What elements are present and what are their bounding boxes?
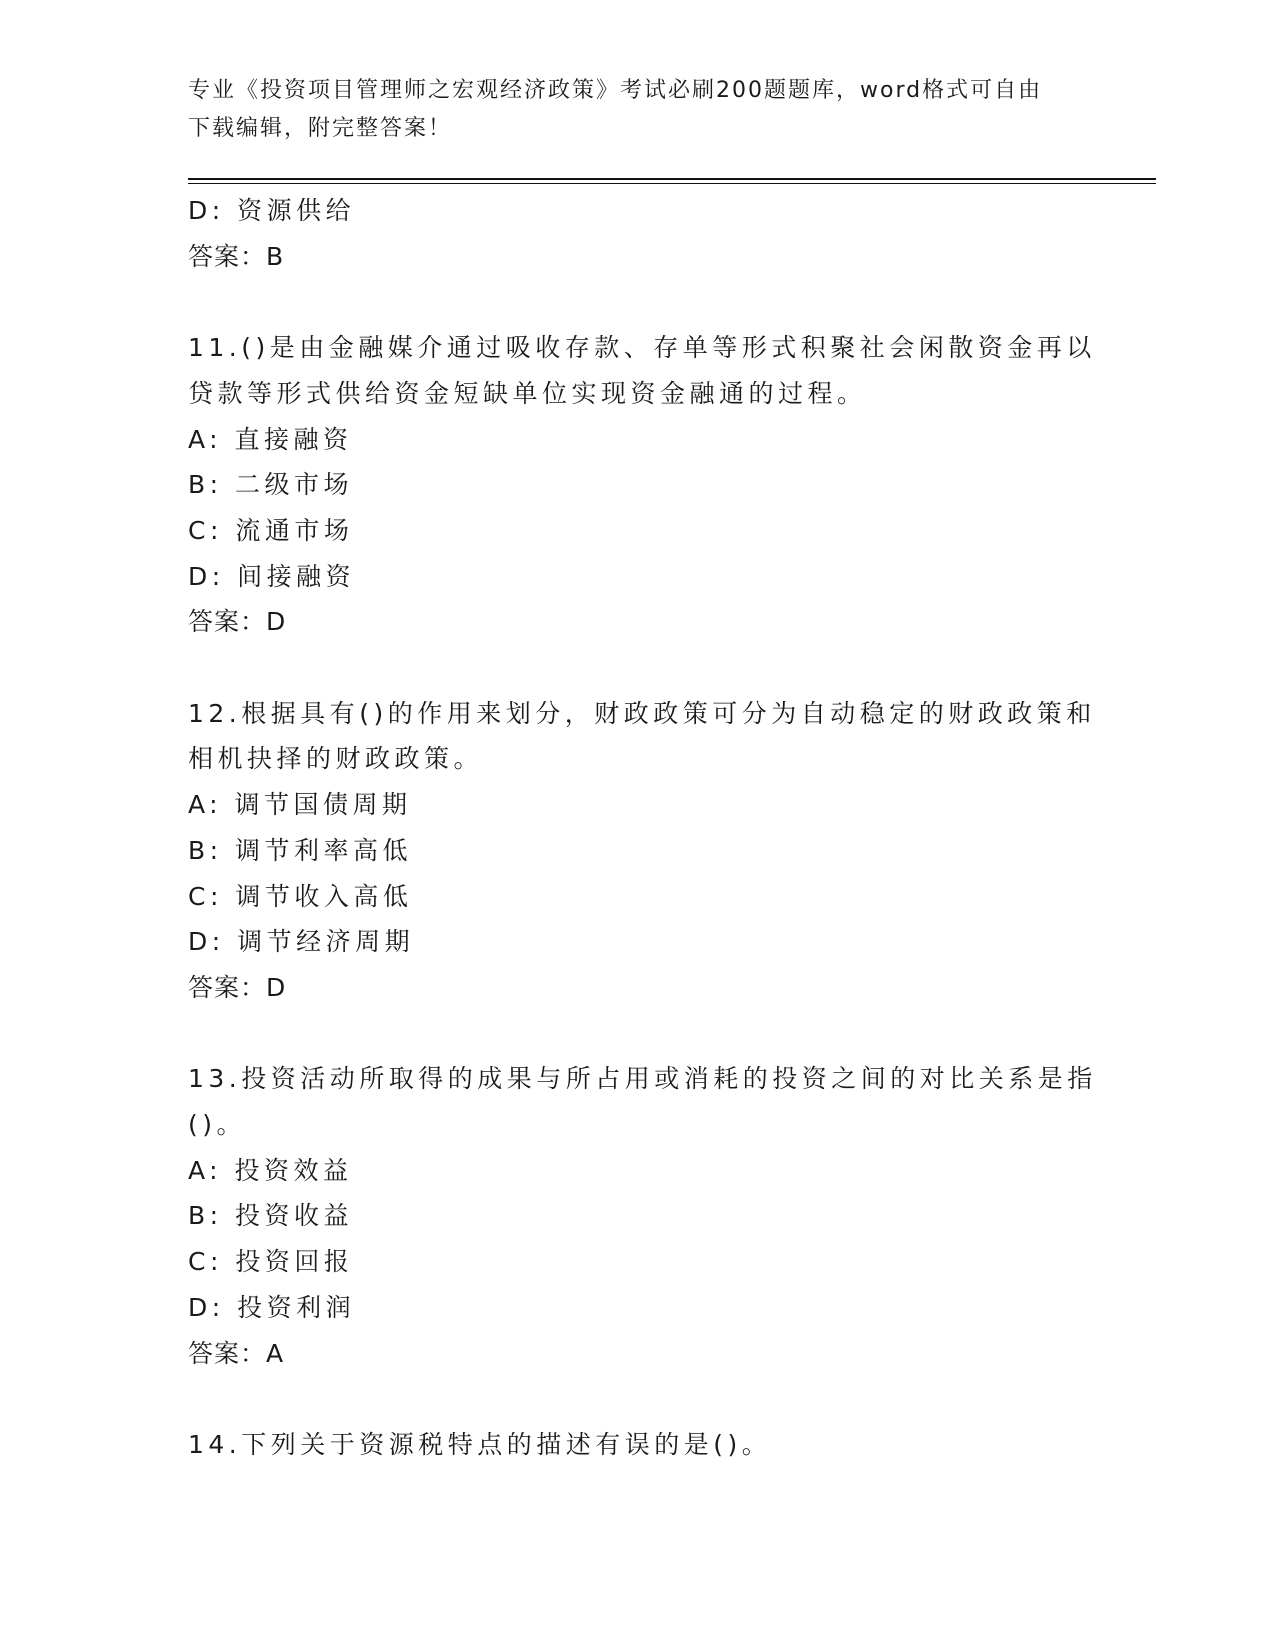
question-stem: 12.根据具有()的作用来划分，财政政策可分为自动稳定的财政政策和 xyxy=(188,698,1096,728)
option-c: C: 流通市场 xyxy=(188,515,354,545)
question-stem: 相机抉择的财政政策。 xyxy=(188,744,484,774)
question-13 xyxy=(188,1056,1097,1376)
option-b: B: 调节利率高低 xyxy=(188,835,413,865)
question-12 xyxy=(188,691,1096,1011)
option-c: C: 调节收入高低 xyxy=(188,881,413,911)
option-c: C: 投资回报 xyxy=(188,1247,354,1277)
answer: 答案：A xyxy=(188,1338,285,1368)
answer: 答案：D xyxy=(188,972,287,1002)
header-divider-thick xyxy=(188,178,1156,180)
option-a: A: 投资效益 xyxy=(188,1155,353,1185)
option-b: B: 投资收益 xyxy=(188,1201,354,1231)
question-stem: ()。 xyxy=(188,1110,247,1140)
question-stem: 14.下列关于资源税特点的描述有误的是()。 xyxy=(188,1429,772,1459)
header-line-1: 专业《投资项目管理师之宏观经济政策》考试必刷200题题库，word格式可自由 xyxy=(188,78,1043,103)
option-d: D: 投资利润 xyxy=(188,1292,356,1322)
prev-option-d: D: 资源供给 xyxy=(188,196,356,225)
document-header xyxy=(188,72,1068,148)
question-stem: 13.投资活动所取得的成果与所占用或消耗的投资之间的对比关系是指 xyxy=(188,1064,1097,1094)
spacer xyxy=(188,1011,1088,1057)
spacer xyxy=(188,279,1088,325)
option-a: A: 调节国债周期 xyxy=(188,790,412,820)
option-a: A: 直接融资 xyxy=(188,424,353,454)
option-d: D: 调节经济周期 xyxy=(188,927,415,957)
question-11 xyxy=(188,325,1096,645)
option-b: B: 二级市场 xyxy=(188,470,354,500)
header-divider-thin xyxy=(188,183,1156,184)
answer: 答案：D xyxy=(188,607,287,637)
header-line-2: 下载编辑，附完整答案！ xyxy=(188,116,453,141)
spacer xyxy=(188,1376,1088,1422)
question-list xyxy=(188,188,1097,1468)
question-stem: 11.()是由金融媒介通过吸收存款、存单等形式积聚社会闲散资金再以 xyxy=(188,333,1096,363)
option-d: D: 间接融资 xyxy=(188,561,356,591)
question-stem: 贷款等形式供给资金短缺单位实现资金融通的过程。 xyxy=(188,378,867,408)
spacer xyxy=(188,645,1088,691)
question-14 xyxy=(188,1422,1088,1468)
prev-answer: 答案：B xyxy=(188,241,285,271)
